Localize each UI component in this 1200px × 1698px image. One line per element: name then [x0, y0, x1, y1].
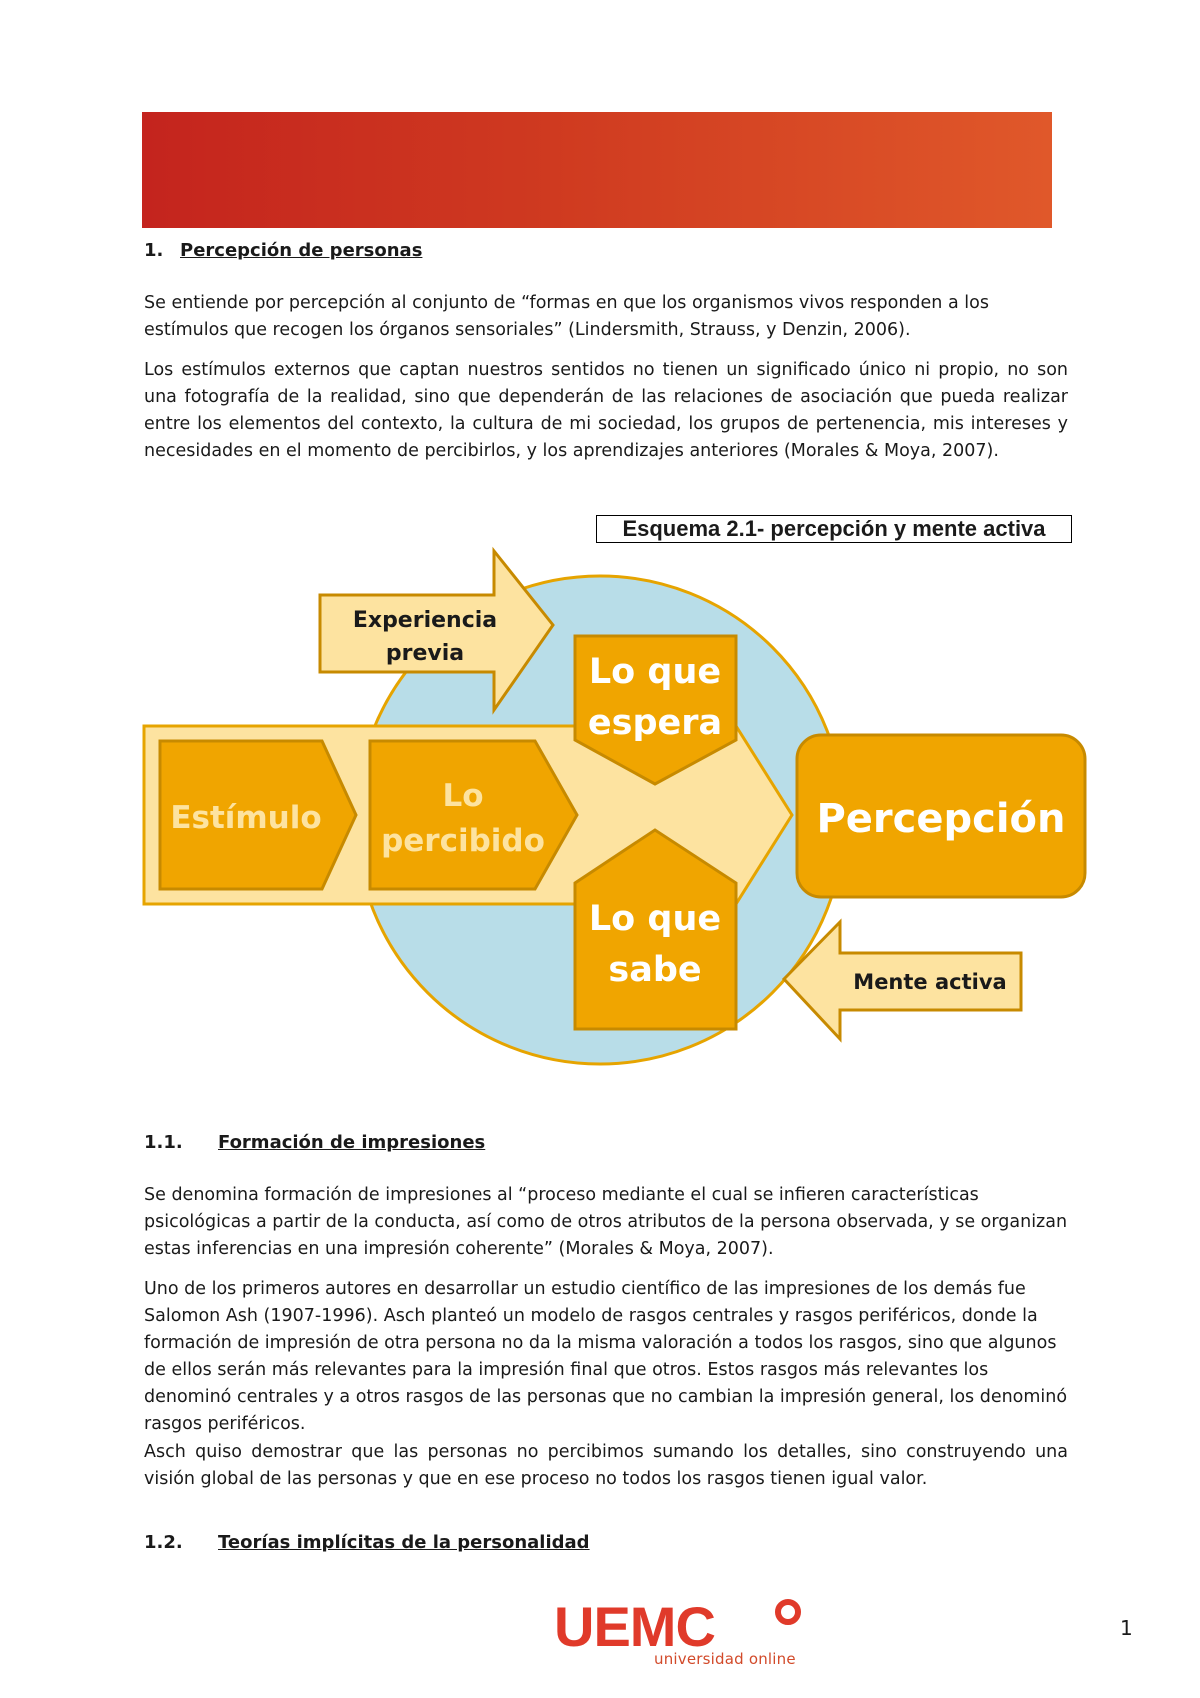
- percibido-line2: percibido: [381, 823, 545, 859]
- paragraph: Asch quiso demostrar que las personas no percibimos sumando los detalles, sino construyendo una visión global de las personas y que en ese proceso no todos los rasgos tienen igual valor.: [144, 1442, 1068, 1489]
- lo-percibido-box: [370, 741, 577, 889]
- paragraph: Los estímulos externos que captan nuestros sentidos no tienen un significado único ni propio, no son una fotografía de la realidad, sino que dependerán de las relaciones de asociación que pueda realizar entre los elementos del contexto, la cultura de mi sociedad, los grupos de pertenencia, mis intereses y necesidades en el momento de percibirlos, y los aprendizajes anteriores (Morales & Moya, 2007).: [144, 360, 1068, 461]
- section-title: Teorías implícitas de la personalidad: [218, 1532, 590, 1553]
- logo-subtitle: universidad online: [654, 1650, 796, 1668]
- logo-ring-icon: [778, 1602, 798, 1622]
- section-number: 1.1.: [144, 1132, 183, 1153]
- uemc-logo: [550, 1596, 810, 1656]
- experiencia-line2: previa: [385, 641, 465, 666]
- page-number: 1: [1120, 1616, 1133, 1640]
- percibido-line1: Lo: [442, 778, 484, 814]
- espera-line2: espera: [587, 703, 723, 743]
- paragraph: Uno de los primeros autores en desarrollar un estudio científico de las impresiones de los demás fue Salomon Ash (1907-1996). Asch planteó un modelo de rasgos centrales y rasgos periféricos, donde la formación de impresión de otra persona no da la misma valoración a todos los rasgos, sino que algunos de ellos serán más relevantes para la impresión final que otros. Estos rasgos más relevantes los denominó centrales y a otros rasgos de las personas que no cambian la impresión general, los denominó rasgos periféricos.: [144, 1279, 1068, 1434]
- mente-activa-label: Mente activa: [853, 970, 1007, 994]
- paragraph: Se entiende por percepción al conjunto de “formas en que los organismos vivos responden a los estímulos que recogen los órganos sensoriales” (Lindersmith, Strauss, y Denzin, 2006).: [144, 293, 989, 340]
- section-1-1-heading: [144, 1132, 485, 1153]
- logo-text: UEMC: [554, 1596, 715, 1656]
- section-title: Formación de impresiones: [218, 1132, 486, 1153]
- sabe-line1: Lo que: [588, 899, 722, 939]
- sabe-line2: sabe: [608, 950, 702, 990]
- espera-line1: Lo que: [588, 652, 722, 692]
- section-1-2-heading: [144, 1532, 590, 1553]
- percepcion-label: Percepción: [816, 796, 1066, 842]
- section-number: 1.2.: [144, 1532, 183, 1553]
- section-number: 1.: [144, 240, 164, 261]
- schema-title: Esquema 2.1- percepción y mente activa: [596, 515, 1072, 543]
- section-title: Percepción de personas: [180, 240, 423, 261]
- experiencia-line1: Experiencia: [352, 608, 498, 633]
- paragraph: Se denomina formación de impresiones al “proceso mediante el cual se infieren características psicológicas a partir de la conducta, así como de otros atributos de la persona observada, y se organizan estas inferencias en una impresión coherente” (Morales & Moya, 2007).: [144, 1185, 1068, 1259]
- estimulo-label: Estímulo: [170, 800, 322, 836]
